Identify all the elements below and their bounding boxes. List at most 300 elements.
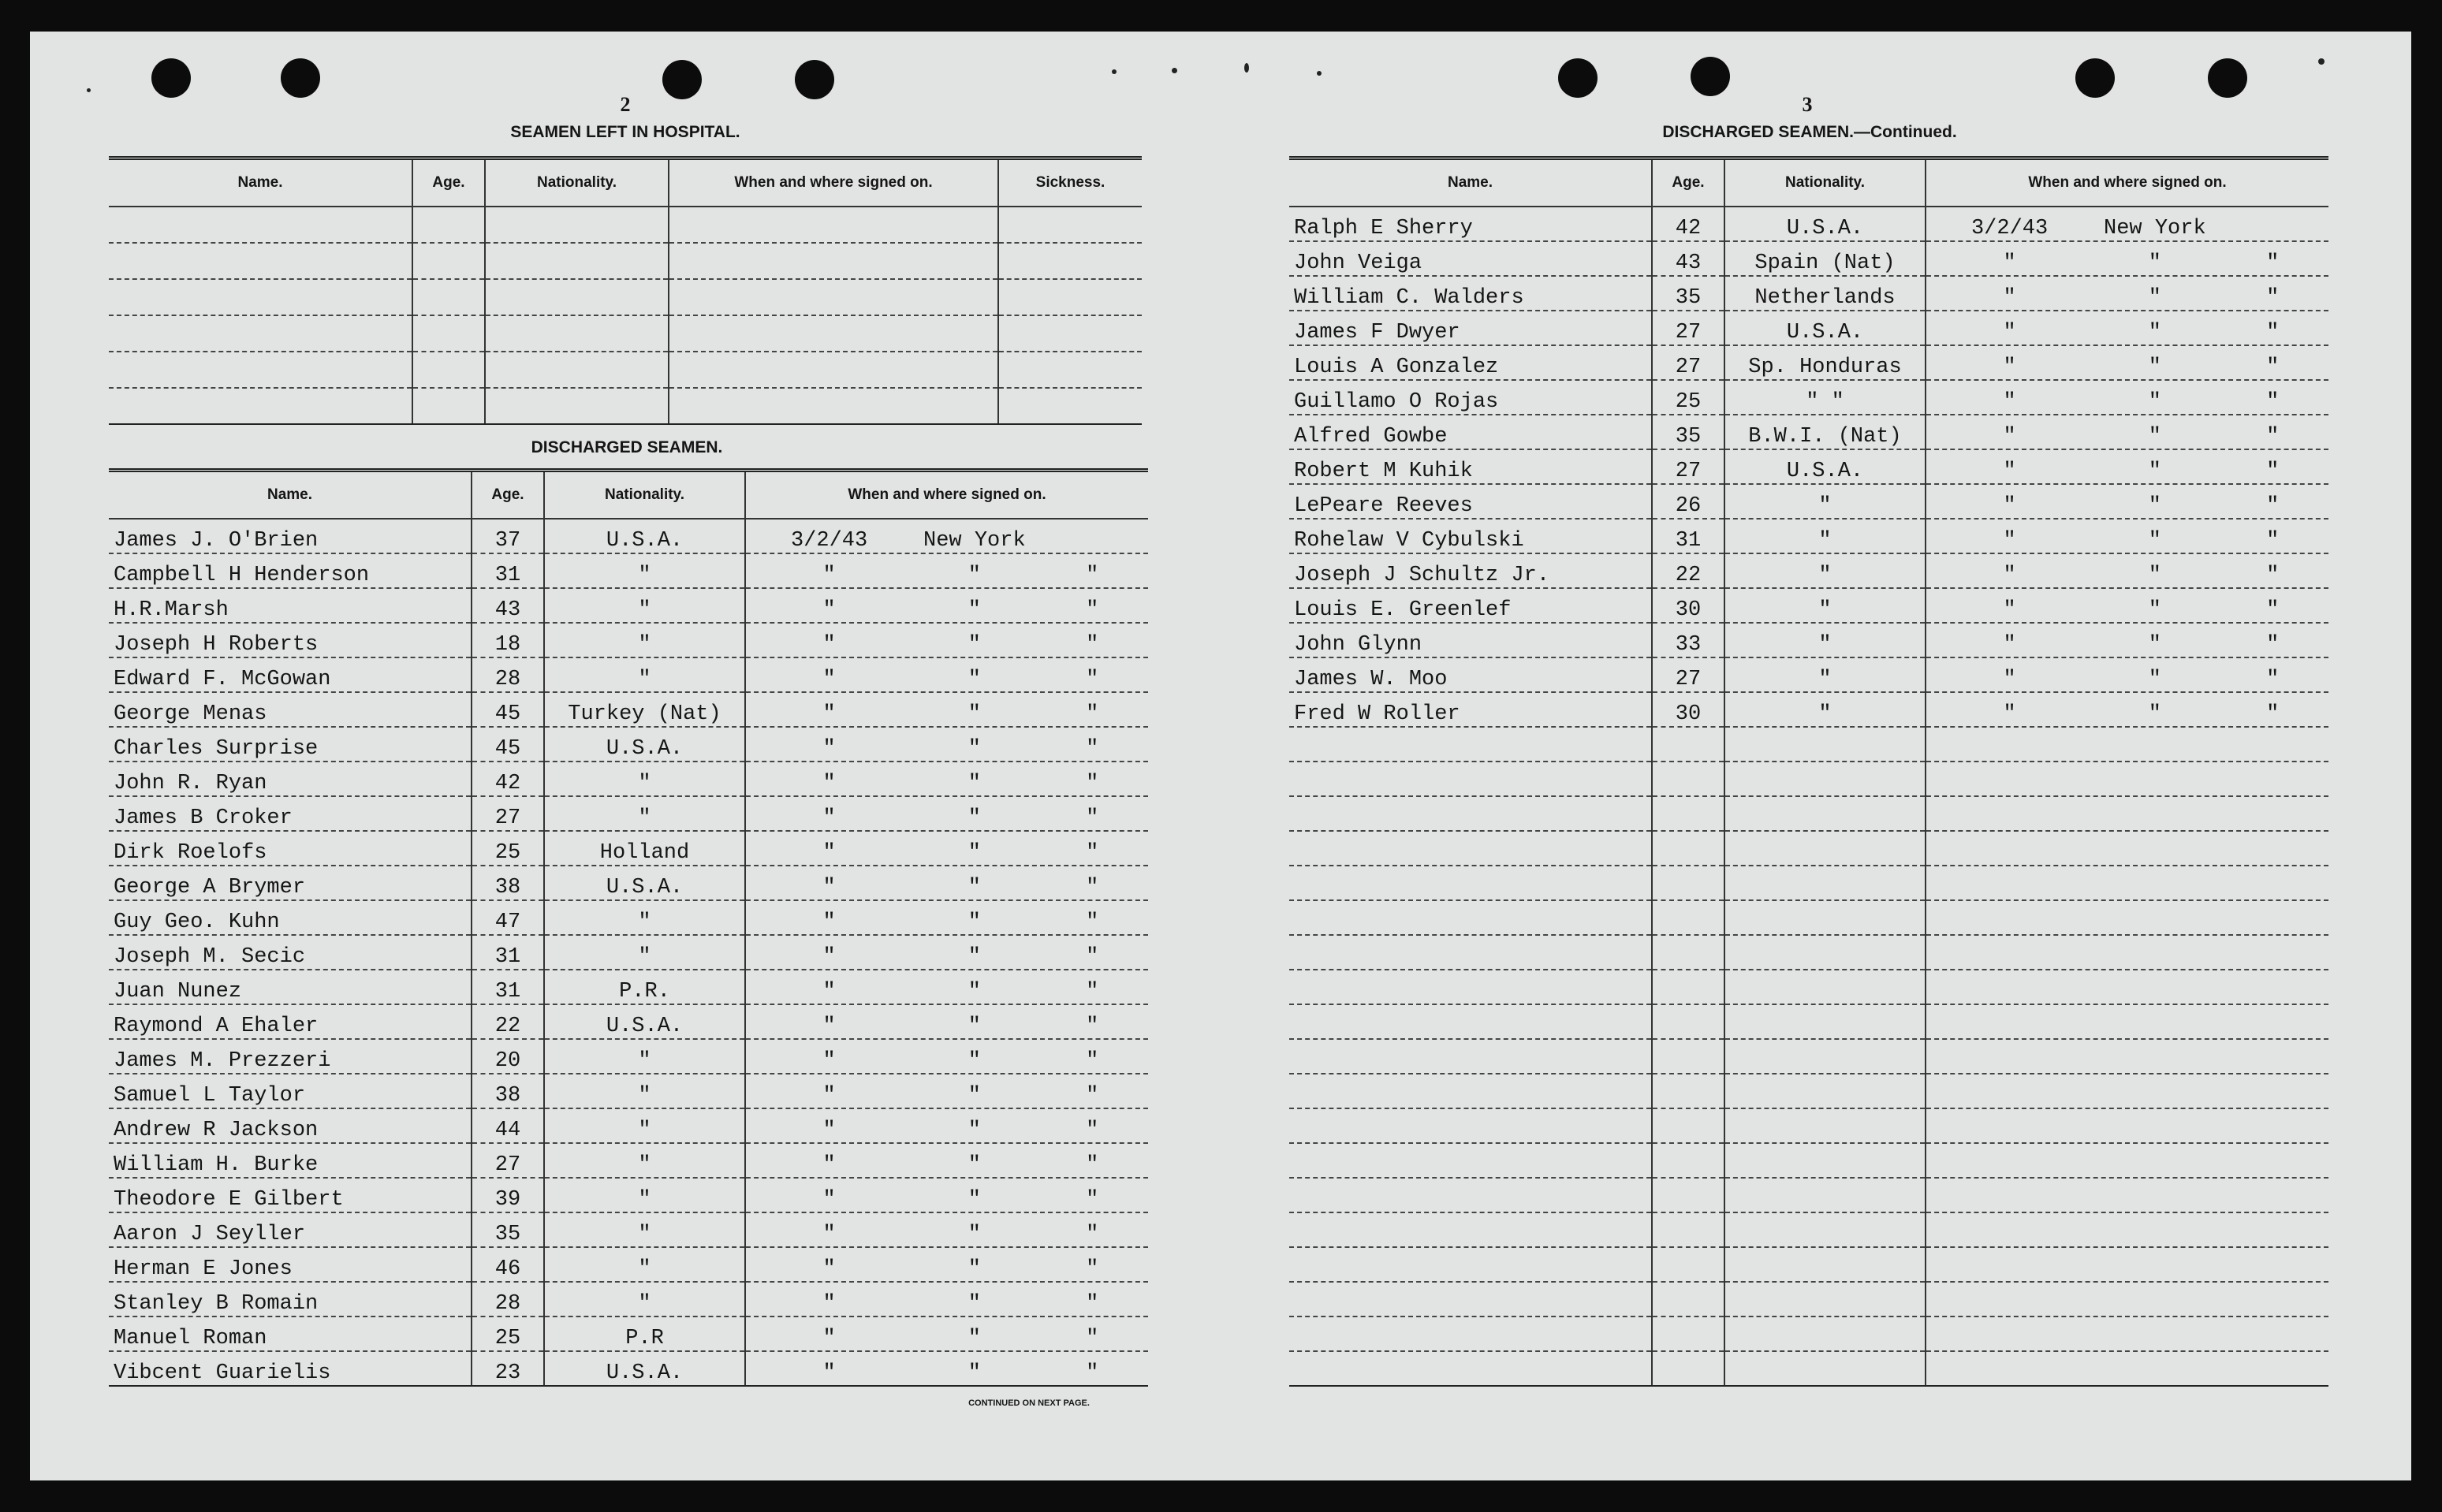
table-row [109, 1108, 1148, 1143]
blank-cell [1724, 1143, 1926, 1178]
seaman-name: Stanley B Romain [109, 1282, 472, 1316]
signed-on-place: " [967, 702, 981, 726]
seaman-name: James J. O'Brien [109, 519, 472, 553]
punch-hole [2075, 58, 2115, 98]
blank-cell [669, 388, 998, 424]
seaman-nationality: U.S.A. [544, 866, 745, 900]
signed-on-place: " [967, 633, 981, 657]
seaman-age: 27 [1652, 657, 1724, 692]
seaman-age: 30 [1652, 692, 1724, 727]
seaman-age: 44 [472, 1108, 544, 1143]
col-header-age: Age. [472, 471, 544, 520]
seaman-age: 25 [1652, 380, 1724, 415]
blank-cell [1652, 1351, 1724, 1386]
signed-on-place: " [967, 1084, 981, 1108]
seaman-age: 33 [1652, 623, 1724, 657]
seaman-name: Alfred Gowbe [1289, 415, 1652, 449]
signed-on-cell [745, 623, 1148, 657]
signed-on-ditto: " [1086, 1361, 1099, 1385]
seaman-nationality: " [544, 588, 745, 623]
signed-on-ditto: " [2266, 321, 2280, 344]
blank-cell [998, 388, 1142, 424]
blank-cell [998, 243, 1142, 279]
blank-cell [1652, 1282, 1724, 1316]
blank-cell [485, 279, 669, 315]
signed-on-date: " [2003, 598, 2016, 622]
signed-on-cell [745, 1351, 1148, 1386]
seaman-name: George Menas [109, 692, 472, 727]
blank-cell [669, 279, 998, 315]
signed-on-place: " [967, 1119, 981, 1142]
col-header-age: Age. [1652, 158, 1724, 207]
hospital-table [109, 156, 1142, 425]
signed-on-cell [1926, 623, 2328, 657]
signed-on-place: " [2148, 564, 2161, 587]
blank-cell [109, 279, 412, 315]
speck [1172, 68, 1177, 73]
blank-cell [1926, 1178, 2328, 1212]
discharged-section-title: DISCHARGED SEAMEN. [531, 438, 723, 456]
discharged-rows [109, 519, 1148, 1386]
seaman-age: 47 [472, 900, 544, 935]
punch-hole [151, 58, 191, 98]
seaman-age: 31 [1652, 519, 1724, 553]
signed-on-cell [1926, 345, 2328, 380]
seaman-nationality: " [544, 1143, 745, 1178]
signed-on-ditto: " [2266, 598, 2280, 622]
blank-row [109, 315, 1142, 352]
signed-on-place: " [967, 806, 981, 830]
table-row [1289, 484, 2328, 519]
page-number-left: 2 [620, 93, 631, 116]
blank-cell [1926, 1282, 2328, 1316]
seaman-nationality: Spain (Nat) [1724, 241, 1926, 276]
blank-cell [1926, 1351, 2328, 1386]
blank-cell [1926, 900, 2328, 935]
blank-cell [1652, 1247, 1724, 1282]
signed-on-ditto: " [1086, 1188, 1099, 1212]
signed-on-ditto: " [1086, 876, 1099, 899]
seaman-name: Rohelaw V Cybulski [1289, 519, 1652, 553]
blank-row [1289, 796, 2328, 831]
table-row [109, 692, 1148, 727]
signed-on-place: " [2148, 321, 2161, 344]
seaman-name: Guy Geo. Kuhn [109, 900, 472, 935]
signed-on-place: " [967, 668, 981, 691]
signed-on-date: " [2003, 633, 2016, 657]
signed-on-ditto: " [2266, 286, 2280, 310]
table-row [109, 1143, 1148, 1178]
seaman-age: 46 [472, 1247, 544, 1282]
seaman-nationality: " [1724, 519, 1926, 553]
signed-on-place: " [2148, 251, 2161, 275]
table-row [1289, 519, 2328, 553]
blank-row [109, 279, 1142, 315]
seaman-name: James M. Prezzeri [109, 1039, 472, 1074]
blank-cell [1652, 1212, 1724, 1247]
signed-on-cell [745, 762, 1148, 796]
col-header-when-where: When and where signed on. [1926, 158, 2328, 207]
seaman-age: 35 [1652, 415, 1724, 449]
blank-cell [1724, 727, 1926, 762]
signed-on-date: " [822, 702, 836, 726]
signed-on-place: " [967, 980, 981, 1004]
seaman-nationality: " [544, 1212, 745, 1247]
seaman-name: Joseph H Roberts [109, 623, 472, 657]
signed-on-date: " [822, 1361, 836, 1385]
signed-on-cell [1926, 588, 2328, 623]
seaman-name: Theodore E Gilbert [109, 1178, 472, 1212]
signed-on-ditto: " [1086, 564, 1099, 587]
blank-cell [1724, 1178, 1926, 1212]
signed-on-date: " [2003, 286, 2016, 310]
blank-cell [485, 315, 669, 352]
seaman-nationality: " [544, 1178, 745, 1212]
punch-hole [795, 60, 834, 99]
signed-on-date: " [822, 1223, 836, 1246]
col-header-nationality: Nationality. [544, 471, 745, 520]
blank-row [1289, 1351, 2328, 1386]
seaman-age: 45 [472, 727, 544, 762]
blank-cell [1652, 1004, 1724, 1039]
signed-on-ditto: " [1086, 1153, 1099, 1177]
blank-row [109, 207, 1142, 243]
table-row [109, 970, 1148, 1004]
signed-on-cell [1926, 207, 2328, 241]
signed-on-date: " [822, 1188, 836, 1212]
blank-cell [1652, 831, 1724, 866]
seaman-name: Ralph E Sherry [1289, 207, 1652, 241]
signed-on-place: " [2148, 494, 2161, 518]
signed-on-date: 3/2/43 [790, 529, 868, 553]
signed-on-cell [1926, 519, 2328, 553]
seaman-age: 31 [472, 935, 544, 970]
blank-cell [1289, 1316, 1652, 1351]
blank-cell [1289, 1004, 1652, 1039]
blank-cell [1926, 831, 2328, 866]
seaman-nationality: " [544, 1039, 745, 1074]
blank-cell [669, 207, 998, 243]
seaman-age: 35 [472, 1212, 544, 1247]
signed-on-cell [745, 588, 1148, 623]
seaman-name: John R. Ryan [109, 762, 472, 796]
blank-row [1289, 1074, 2328, 1108]
signed-on-place: " [2148, 668, 2161, 691]
signed-on-place: New York [2104, 217, 2206, 240]
signed-on-date: " [822, 1015, 836, 1038]
blank-cell [1289, 1108, 1652, 1143]
table-row [1289, 692, 2328, 727]
table-row [1289, 623, 2328, 657]
blank-cell [1289, 1178, 1652, 1212]
seaman-nationality: U.S.A. [544, 727, 745, 762]
speck [1244, 63, 1249, 73]
blank-cell [1289, 900, 1652, 935]
blank-cell [412, 388, 485, 424]
signed-on-cell [745, 796, 1148, 831]
signed-on-ditto: " [1086, 980, 1099, 1004]
blank-cell [1289, 866, 1652, 900]
table-row [109, 588, 1148, 623]
blank-row [1289, 970, 2328, 1004]
table-row [109, 1316, 1148, 1351]
seaman-nationality: " [544, 1108, 745, 1143]
signed-on-cell [1926, 415, 2328, 449]
signed-on-ditto: " [1086, 945, 1099, 969]
signed-on-place: " [967, 772, 981, 795]
seaman-nationality: " [544, 657, 745, 692]
signed-on-cell [745, 1247, 1148, 1282]
signed-on-cell [745, 970, 1148, 1004]
blank-cell [1926, 1247, 2328, 1282]
signed-on-date: " [822, 1084, 836, 1108]
seaman-age: 31 [472, 970, 544, 1004]
blank-row [1289, 1212, 2328, 1247]
signed-on-ditto: " [2266, 425, 2280, 449]
signed-on-date: " [2003, 390, 2016, 414]
blank-cell [1724, 1004, 1926, 1039]
signed-on-cell [745, 935, 1148, 970]
blank-row [1289, 1108, 2328, 1143]
signed-on-date: " [822, 806, 836, 830]
signed-on-cell [745, 1316, 1148, 1351]
blank-cell [109, 315, 412, 352]
seaman-name: Guillamo O Rojas [1289, 380, 1652, 415]
seaman-age: 39 [472, 1178, 544, 1212]
blank-cell [1652, 970, 1724, 1004]
blank-cell [1926, 1316, 2328, 1351]
blank-cell [1652, 1143, 1724, 1178]
blank-cell [1926, 727, 2328, 762]
signed-on-cell [745, 900, 1148, 935]
seaman-name: Herman E Jones [109, 1247, 472, 1282]
punch-hole [1558, 58, 1598, 98]
signed-on-place: " [967, 911, 981, 934]
col-header-age: Age. [412, 158, 485, 207]
blank-cell [669, 315, 998, 352]
signed-on-place: " [967, 1223, 981, 1246]
seaman-nationality: " [544, 900, 745, 935]
seaman-name: Charles Surprise [109, 727, 472, 762]
blank-cell [1926, 1212, 2328, 1247]
seaman-age: 28 [472, 1282, 544, 1316]
signed-on-cell [745, 831, 1148, 866]
signed-on-date: " [2003, 702, 2016, 726]
blank-row [1289, 1039, 2328, 1074]
table-row [1289, 241, 2328, 276]
table-row [1289, 657, 2328, 692]
signed-on-place: " [967, 598, 981, 622]
seaman-name: Campbell H Henderson [109, 553, 472, 588]
blank-cell [1724, 1074, 1926, 1108]
blank-cell [1652, 762, 1724, 796]
table-row [109, 727, 1148, 762]
blank-cell [998, 279, 1142, 315]
blank-cell [1724, 831, 1926, 866]
signed-on-place: " [967, 1188, 981, 1212]
signed-on-cell [745, 1212, 1148, 1247]
seaman-age: 27 [1652, 311, 1724, 345]
signed-on-ditto: " [1086, 911, 1099, 934]
seaman-name: John Glynn [1289, 623, 1652, 657]
blank-cell [1652, 1108, 1724, 1143]
page-number-right: 3 [1802, 93, 1813, 116]
seaman-age: 35 [1652, 276, 1724, 311]
blank-cell [1652, 796, 1724, 831]
signed-on-ditto: " [1086, 1327, 1099, 1350]
seaman-nationality: Netherlands [1724, 276, 1926, 311]
blank-cell [1289, 1247, 1652, 1282]
signed-on-place: " [2148, 425, 2161, 449]
signed-on-cell [1926, 692, 2328, 727]
seaman-nationality: U.S.A. [544, 1004, 745, 1039]
seaman-nationality: U.S.A. [1724, 449, 1926, 484]
seaman-name: Manuel Roman [109, 1316, 472, 1351]
table-row [109, 1039, 1148, 1074]
signed-on-place: " [967, 1361, 981, 1385]
signed-on-ditto: " [1086, 1292, 1099, 1316]
seaman-name: Samuel L Taylor [109, 1074, 472, 1108]
signed-on-cell [745, 1143, 1148, 1178]
punch-hole [662, 60, 702, 99]
punch-hole [281, 58, 320, 98]
speck [2318, 58, 2325, 65]
signed-on-date: " [822, 598, 836, 622]
signed-on-place: " [967, 1015, 981, 1038]
signed-on-date: " [822, 1257, 836, 1281]
signed-on-ditto: " [2266, 529, 2280, 553]
signed-on-cell [1926, 449, 2328, 484]
signed-on-cell [745, 692, 1148, 727]
discharged-continued-rows [1289, 207, 2328, 1386]
seaman-age: 28 [472, 657, 544, 692]
seaman-age: 30 [1652, 588, 1724, 623]
blank-cell [1724, 1212, 1926, 1247]
signed-on-cell [1926, 657, 2328, 692]
table-row [109, 762, 1148, 796]
signed-on-date: " [2003, 251, 2016, 275]
blank-cell [1289, 935, 1652, 970]
seaman-nationality: " [1724, 553, 1926, 588]
signed-on-place: " [967, 1327, 981, 1350]
discharged-continued-table [1289, 156, 2328, 1387]
blank-cell [1289, 762, 1652, 796]
blank-cell [1724, 935, 1926, 970]
blank-cell [1724, 900, 1926, 935]
blank-cell [1652, 935, 1724, 970]
col-header-nationality: Nationality. [1724, 158, 1926, 207]
col-header-sickness: Sickness. [998, 158, 1142, 207]
seaman-name: Louis E. Greenlef [1289, 588, 1652, 623]
col-header-when-where: When and where signed on. [745, 471, 1148, 520]
table-row [109, 657, 1148, 692]
blank-cell [485, 243, 669, 279]
signed-on-ditto: " [1086, 1049, 1099, 1073]
seaman-name: LePeare Reeves [1289, 484, 1652, 519]
blank-row [1289, 831, 2328, 866]
blank-row [1289, 1316, 2328, 1351]
blank-cell [1926, 1108, 2328, 1143]
blank-cell [1289, 796, 1652, 831]
seaman-nationality: " [1724, 588, 1926, 623]
signed-on-ditto: " [2266, 702, 2280, 726]
seaman-age: 38 [472, 866, 544, 900]
speck [87, 88, 91, 92]
blank-cell [1652, 866, 1724, 900]
blank-row [1289, 1282, 2328, 1316]
blank-row [109, 388, 1142, 424]
blank-cell [1926, 866, 2328, 900]
blank-row [1289, 935, 2328, 970]
seaman-name: Fred W Roller [1289, 692, 1652, 727]
table-row [109, 519, 1148, 553]
col-header-nationality: Nationality. [485, 158, 669, 207]
seaman-age: 43 [472, 588, 544, 623]
signed-on-ditto: " [2266, 356, 2280, 379]
blank-cell [1926, 796, 2328, 831]
blank-cell [1652, 1074, 1724, 1108]
signed-on-cell [745, 1074, 1148, 1108]
hospital-rows [109, 207, 1142, 424]
seaman-age: 20 [472, 1039, 544, 1074]
signed-on-ditto: " [1086, 1119, 1099, 1142]
seaman-age: 37 [472, 519, 544, 553]
signed-on-ditto: " [1086, 633, 1099, 657]
signed-on-date: " [2003, 356, 2016, 379]
seaman-nationality: " [1724, 623, 1926, 657]
seaman-nationality: " [1724, 657, 1926, 692]
seaman-age: 27 [1652, 449, 1724, 484]
blank-cell [998, 315, 1142, 352]
signed-on-date: " [822, 911, 836, 934]
signed-on-cell [745, 1108, 1148, 1143]
seaman-age: 45 [472, 692, 544, 727]
seaman-age: 42 [1652, 207, 1724, 241]
table-row [1289, 553, 2328, 588]
table-row [1289, 345, 2328, 380]
signed-on-ditto: " [1086, 1084, 1099, 1108]
signed-on-date: " [822, 564, 836, 587]
seaman-name: Andrew R Jackson [109, 1108, 472, 1143]
seaman-name: James B Croker [109, 796, 472, 831]
seaman-name: John Veiga [1289, 241, 1652, 276]
blank-cell [998, 207, 1142, 243]
signed-on-cell [745, 1004, 1148, 1039]
blank-cell [1724, 1351, 1926, 1386]
signed-on-cell [1926, 276, 2328, 311]
signed-on-cell [1926, 380, 2328, 415]
signed-on-date: " [2003, 564, 2016, 587]
signed-on-cell [745, 866, 1148, 900]
blank-cell [1724, 1039, 1926, 1074]
blank-cell [1652, 1039, 1724, 1074]
seaman-age: 26 [1652, 484, 1724, 519]
blank-cell [485, 388, 669, 424]
table-row [1289, 207, 2328, 241]
signed-on-date: " [2003, 668, 2016, 691]
signed-on-date: " [822, 668, 836, 691]
blank-cell [1724, 796, 1926, 831]
signed-on-cell [1926, 553, 2328, 588]
seaman-name: Edward F. McGowan [109, 657, 472, 692]
table-row [109, 831, 1148, 866]
seaman-nationality: " [544, 796, 745, 831]
blank-cell [412, 315, 485, 352]
col-header-name: Name. [1289, 158, 1652, 207]
table-row [109, 866, 1148, 900]
signed-on-cell [1926, 484, 2328, 519]
blank-cell [412, 207, 485, 243]
